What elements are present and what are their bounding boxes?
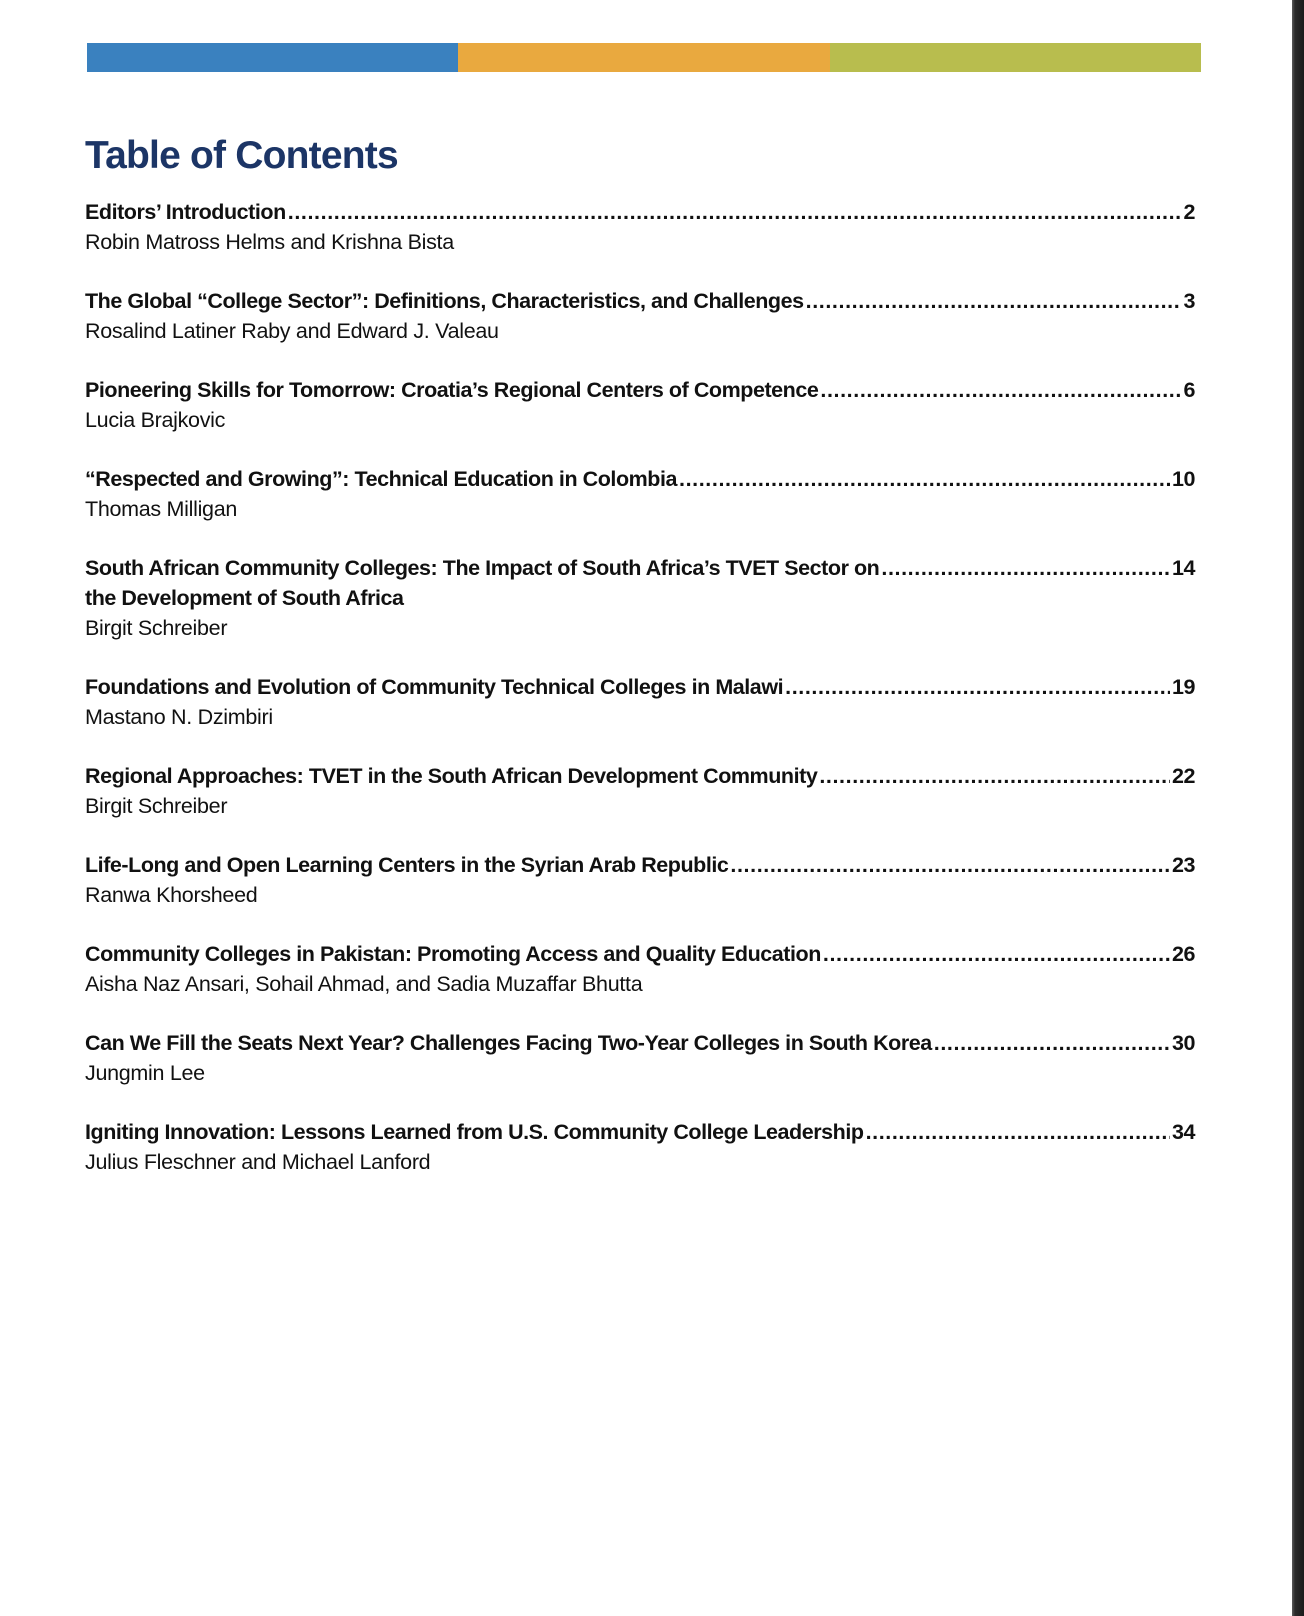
toc-entry-page-number: 19 (1171, 675, 1195, 699)
toc-entry-title: South African Community Colleges: The Impact of South Africa’s TVET Sector on (85, 556, 880, 580)
dot-leader (881, 553, 1170, 583)
toc-list (85, 197, 1195, 1206)
color-band (87, 43, 1201, 72)
toc-entry (85, 850, 1195, 910)
toc-entry-page-number: 6 (1183, 378, 1195, 402)
color-band-blue (87, 43, 458, 72)
toc-entry-page-number: 22 (1171, 764, 1195, 788)
page-title: Table of Contents (85, 134, 398, 177)
toc-entry-author: Robin Matross Helms and Krishna Bista (85, 230, 454, 254)
toc-entry (85, 761, 1195, 821)
viewer-edge-shadow (1292, 0, 1304, 1616)
dot-leader (679, 464, 1170, 494)
toc-entry-title: “Respected and Growing”: Technical Education in Colombia (85, 467, 678, 491)
toc-entry-title: Foundations and Evolution of Community Technical Colleges in Malawi (85, 675, 784, 699)
toc-entry-page-number: 30 (1171, 1031, 1195, 1055)
toc-entry (85, 553, 1195, 643)
toc-entry-author: Ranwa Khorsheed (85, 883, 258, 907)
toc-entry-title: Life-Long and Open Learning Centers in the Syrian Arab Republic (85, 853, 729, 877)
toc-entry-author: Thomas Milligan (85, 497, 238, 521)
toc-entry-title-continuation: the Development of South Africa (85, 586, 404, 610)
toc-entry (85, 672, 1195, 732)
toc-entry (85, 1028, 1195, 1088)
toc-entry-author: Mastano N. Dzimbiri (85, 705, 273, 729)
toc-entry-title-line (85, 375, 1195, 405)
toc-entry-page-number: 2 (1183, 200, 1195, 224)
toc-entry-author: Birgit Schreiber (85, 794, 228, 818)
dot-leader (785, 672, 1170, 702)
toc-entry-title: Editors’ Introduction (85, 200, 286, 224)
dot-leader (934, 1028, 1170, 1058)
toc-entry-author: Birgit Schreiber (85, 616, 228, 640)
toc-entry (85, 286, 1195, 346)
toc-entry-title: The Global “College Sector”: Definitions, Characteristics, and Challenges (85, 289, 804, 313)
toc-entry-page-number: 3 (1183, 289, 1195, 313)
toc-entry-page-number: 26 (1171, 942, 1195, 966)
toc-entry-title: Pioneering Skills for Tomorrow: Croatia’s Regional Centers of Competence (85, 378, 819, 402)
color-band-orange (458, 43, 829, 72)
toc-entry-title: Can We Fill the Seats Next Year? Challenges Facing Two-Year Colleges in South Korea (85, 1031, 932, 1055)
toc-entry (85, 939, 1195, 999)
toc-entry-author: Julius Fleschner and Michael Lanford (85, 1150, 431, 1174)
toc-entry-title-line (85, 464, 1195, 494)
color-band-green (830, 43, 1201, 72)
toc-entry-page-number: 14 (1171, 556, 1195, 580)
dot-leader (820, 375, 1181, 405)
dot-leader (730, 850, 1170, 880)
toc-entry-title: Igniting Innovation: Lessons Learned from U.S. Community College Leadership (85, 1120, 864, 1144)
toc-entry (85, 1117, 1195, 1177)
toc-entry-title: Community Colleges in Pakistan: Promoting Access and Quality Education (85, 942, 821, 966)
toc-entry-title-line (85, 197, 1195, 227)
toc-entry-author: Lucia Brajkovic (85, 408, 226, 432)
dot-leader (866, 1117, 1170, 1147)
toc-entry-page-number: 10 (1171, 467, 1195, 491)
toc-entry-title-line (85, 672, 1195, 702)
dot-leader (806, 286, 1182, 316)
toc-entry-title-line (85, 850, 1195, 880)
toc-entry-title-line (85, 286, 1195, 316)
toc-entry-title-line (85, 1028, 1195, 1058)
toc-entry-title: Regional Approaches: TVET in the South African Development Community (85, 764, 818, 788)
dot-leader (823, 939, 1170, 969)
toc-entry-author: Aisha Naz Ansari, Sohail Ahmad, and Sadia Muzaffar Bhutta (85, 972, 643, 996)
toc-entry-title-line (85, 761, 1195, 791)
toc-entry (85, 197, 1195, 257)
toc-entry-title-line (85, 939, 1195, 969)
toc-entry-title-line (85, 553, 1195, 583)
toc-entry-page-number: 34 (1171, 1120, 1195, 1144)
toc-entry-page-number: 23 (1171, 853, 1195, 877)
toc-entry-author: Rosalind Latiner Raby and Edward J. Valeau (85, 319, 499, 343)
dot-leader (819, 761, 1170, 791)
toc-entry-author: Jungmin Lee (85, 1061, 205, 1085)
toc-entry-title-line (85, 1117, 1195, 1147)
toc-entry (85, 464, 1195, 524)
dot-leader (288, 197, 1182, 227)
toc-entry (85, 375, 1195, 435)
